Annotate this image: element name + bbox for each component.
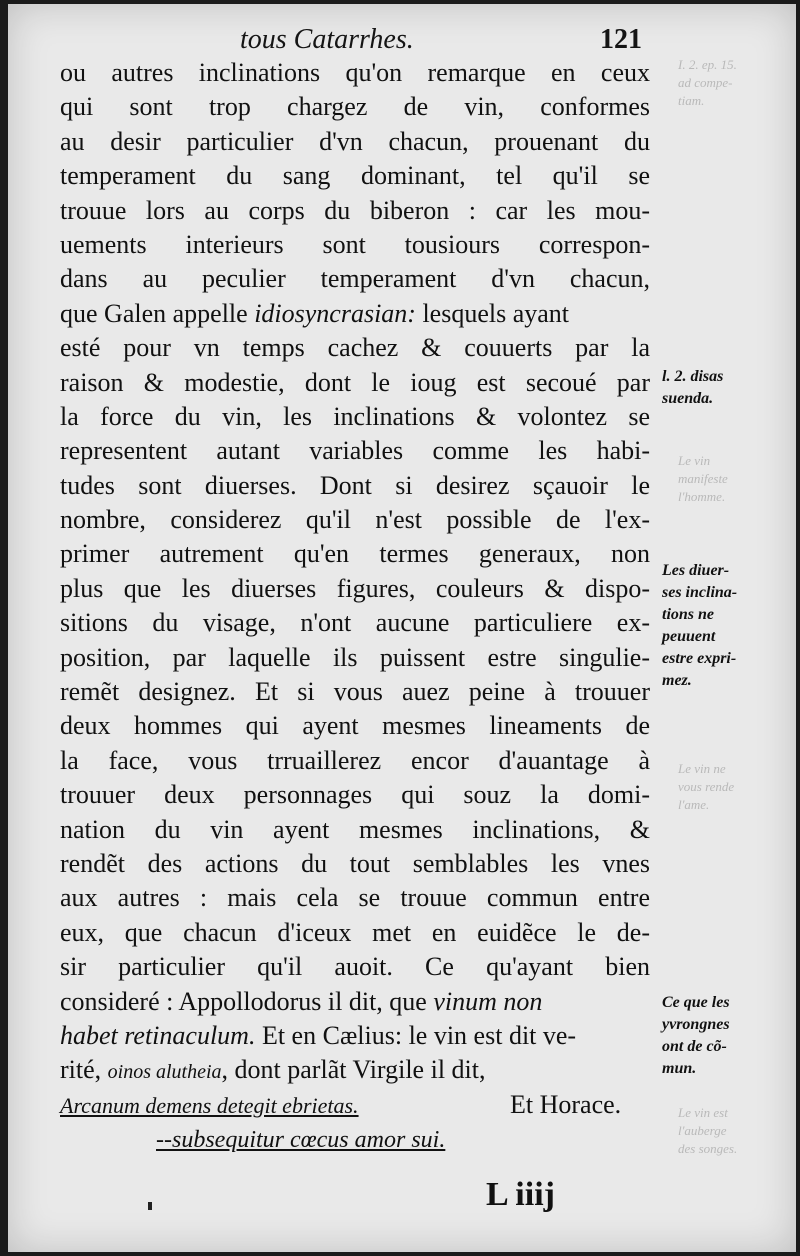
bleed-line: Le vin ne [678,761,726,776]
virgil-quote: Arcanum demens detegit ebrietas. [60,1092,359,1118]
text-line: trouuer deux personnages qui souz la domi- [60,780,650,810]
text-line: qui sont trop chargez de vin, conformes [60,92,650,122]
horace-quote: --subsequitur cœcus amor sui. [156,1127,446,1154]
text-line [60,1053,650,1087]
text-line: sitions du visage, n'ont aucune particuliere ex- [60,608,650,638]
italic-term: idiosyncrasian: [254,298,416,328]
text-line: remẽt designez. Et si vous auez peine à trouuer [60,677,650,707]
text-line [60,1088,650,1122]
horace-label: Et Horace. [510,1089,622,1119]
text-line: esté pour vn temps cachez & couuerts par la [60,333,650,363]
text-line: trouue lors au corps du biberon : car les mou- [60,195,650,225]
note-line: suenda. [662,390,714,407]
text-line: ou autres inclinations qu'on remarque en ceux [60,58,650,87]
note-line: Ce que les [662,994,730,1011]
note-line: mun. [662,1060,697,1077]
running-head-title: tous Catarrhes. [240,24,414,55]
bleed-line: des songes. [678,1141,738,1156]
greek-transliteration: oinos alutheia [107,1061,222,1084]
text-line: representent autant variables comme les habi- [60,436,650,466]
note-line: peuuent [662,628,716,645]
bleed-line: Le vin [678,453,711,468]
text-line: rendẽt des actions du tout semblables les vnes [60,848,650,878]
bleed-line: ad compe- [678,75,733,90]
italic-quote: habet retinaculum. [60,1020,256,1050]
text-line: nation du vin ayent mesmes inclinations, & [60,814,650,844]
text-line: sir particulier qu'il auoit. Ce qu'ayant bien [60,952,650,982]
text-fragment: Et en Cælius: le vin est dit ve- [255,1020,577,1050]
text-line: temperament du sang dominant, tel qu'il se [60,161,650,191]
bleed-line: manifeste [678,471,728,486]
text-line: au desir particulier d'vn chacun, prouenant du [60,126,650,156]
text-fragment: consideré : Appollodorus il dit, que [60,986,434,1016]
book-page [8,4,796,1252]
text-line: plus que les diuerses figures, couleurs & dispo- [60,573,650,603]
bleed-line: l'homme. [678,489,726,504]
text-line: la face, vous trruaillerez encor d'auantage à [60,745,650,775]
bleed-line: tiam. [678,93,705,108]
text-line: aux autres : mais cela se trouue commun entre [60,883,650,913]
body-text [60,56,650,1157]
note-line: ses inclina- [662,584,738,601]
margin-note-disasuenda [662,366,772,410]
note-line: mez. [662,672,692,689]
text-fragment: , dont parlãt Virgile il dit, [221,1055,486,1085]
bleed-through-note-4 [678,1104,796,1158]
text-line: tudes sont diuerses. Dont si desirez sçauoir le [60,470,650,500]
text-line [60,1019,650,1053]
note-line: yvrongnes [662,1016,730,1033]
note-line: Les diuer- [662,562,730,579]
text-line: dans au peculier temperament d'vn chacun, [60,264,650,294]
running-head [8,18,648,58]
bleed-line: l'auberge [678,1123,727,1138]
text-line: nombre, considerez qu'il n'est possible de l'ex- [60,505,650,535]
italic-quote: vinum non [433,986,543,1016]
bleed-through-note-2 [678,452,796,506]
text-line [60,1122,650,1156]
bleed-through-note-1 [678,56,796,110]
bleed-line: vous rende [678,779,735,794]
signature-mark: L iiij [486,1176,555,1213]
note-line: estre expri- [662,650,737,667]
margin-note-inclinations [662,560,772,692]
note-line: ont de cõ- [662,1038,727,1055]
ink-mark [148,1202,152,1210]
text-line [60,985,650,1019]
bleed-line: l'ame. [678,797,710,812]
text-line [60,297,650,331]
text-line: raison & modestie, dont le ioug est secoué par [60,367,650,397]
text-line: deux hommes qui ayent mesmes lineaments de [60,711,650,741]
text-fragment: rité, [60,1055,108,1085]
bleed-through-note-3 [678,760,796,814]
text-fragment: que Galen appelle [60,298,255,328]
note-line: tions ne [662,606,715,623]
text-line: eux, que chacun d'iceux met en euidẽce le de- [60,917,650,947]
note-line: l. 2. disas [662,368,724,385]
text-line: la force du vin, les inclinations & volontez se [60,401,650,431]
text-fragment: lesquels ayant [415,298,570,328]
text-line: uements interieurs sont tousiours correspon- [60,229,650,259]
margin-note-drunkards [662,992,772,1080]
text-line: position, par laquelle ils puissent estre singulie- [60,642,650,672]
text-line: primer autrement qu'en termes generaux, non [60,539,650,569]
bleed-line: Le vin est [678,1105,728,1120]
page-number: 121 [600,24,642,55]
bleed-line: I. 2. ep. 15. [678,57,737,72]
